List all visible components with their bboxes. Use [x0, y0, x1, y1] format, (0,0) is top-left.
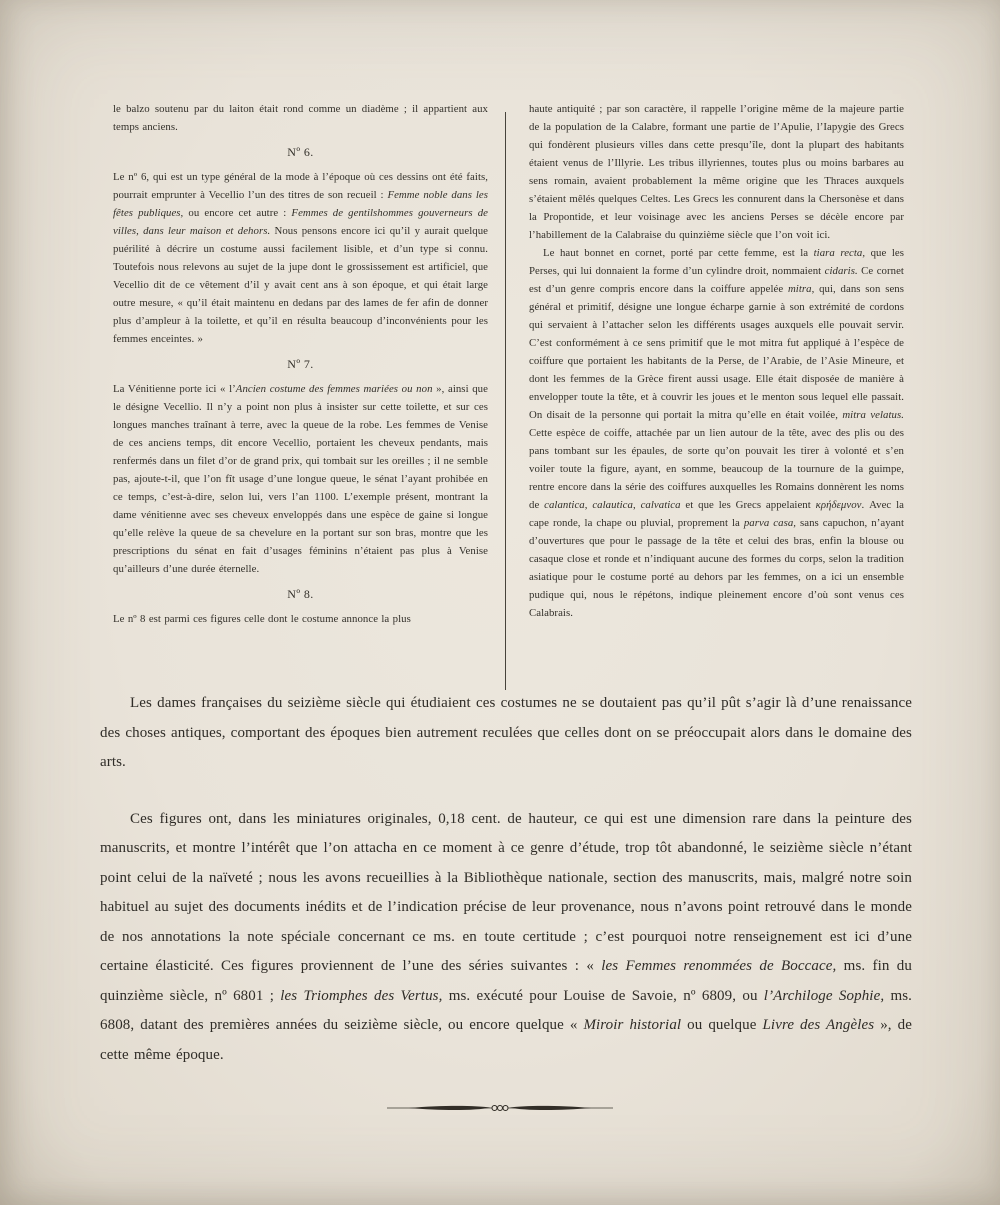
text-run: Ces figures ont, dans les miniatures originales, 0,18 cent. de hauteur, ce qui est une dimension rare dans la peinture des manuscrits, et montre l’intérêt que l’on attacha en ce moment à ce genre d’étude, trop tôt abandonné, le seizième siècle n’étant point celui de la naïveté ; nous les avons recueillies à la Bibliothèque nationale, section des manuscrits, mais, malgré notre soin habituel au sujet des documents inédits et de l’indication précise de leur provenance, nous n’avons point retrouvé dans le monde de nos annotations la note spéciale concernant ce ms. en toute certitude ; c’est pourquoi notre renseignement est ici d’une certaine élasticité. Ces figures proviennent de l’une des séries suivantes : «: [100, 810, 912, 974]
two-column-text-area: [113, 100, 905, 628]
italic-text-run: Femmes de gentilshommes gouverneurs de villes, dans leur maison et dehors.: [113, 207, 488, 237]
italic-text-run: Livre des Angèles: [762, 1017, 875, 1033]
text-run: que les Perses, qui lui donnaient la forme d’un cylindre droit, nommaient: [529, 247, 904, 277]
text-run: le balzo soutenu par du laiton était rond comme un diadème ; il appartient aux temps anciens.: [113, 103, 488, 133]
italic-text-run: calvatica: [640, 499, 681, 511]
text-run: Les dames françaises du seizième siècle qui étudiaient ces costumes ne se doutaient pas qu’il pût s’agir là d’une renaissance des choses antiques, comportant des époques bien autrement reculées que celles dont on se préoccupait alors dans le domaine des arts.: [100, 695, 912, 770]
italic-text-run: parva casa,: [743, 517, 797, 529]
left-column: [113, 100, 488, 628]
italic-text-run: Miroir historial: [583, 1017, 682, 1033]
italic-text-run: mitra velatus.: [842, 409, 905, 421]
text-run: Cette espèce de coiffe, attachée par un lien autour de la tête, avec des plis ou des pans tombant sur les épaules, de sorte qu’on pouvait les tirer à volonté et s’en voiler toute la figure, ayant, en somme, beaucoup de la tournure de la guimpe, rentre encore dans la série des coiffures auxquelles les Romains donnèrent les noms de: [529, 427, 904, 511]
italic-text-run: Ancien costume des femmes mariées ou non: [235, 383, 433, 395]
italic-text-run: κρήδεμνον: [815, 499, 862, 511]
text-run: Nous pensons encore ici qu’il y aurait quelque puérilité à décrire un costume aussi facilement lisible, et d’un type si connu. Toutefois nous relevons au sujet de la jupe dont le grossissement est artificiel, que Vecellio dit de ce vêtement d’il y avait cent ans à son époque, et qui était large outre mesure, « qu’il était maintenu en dedans par des lames de fer afin de donner plus d’ampleur à la toilette, et qu’il en résulta beaucoup d’inconvénients pour les femmes enceintes. »: [113, 225, 488, 345]
text-run: ms. 6808, datant des premières années du seizième siècle, ou encore quelque «: [100, 987, 912, 1033]
text-run: . Avec la cape ronde, la chape ou pluvial, proprement la: [529, 499, 904, 529]
bottom-full-width-section: [100, 689, 912, 1097]
paragraph: [529, 244, 904, 622]
text-run: Le nº 8 est parmi ces figures celle dont le costume annonce la plus: [113, 613, 411, 625]
italic-text-run: les Triomphes des Vertus,: [280, 987, 443, 1004]
text-run: Le haut bonnet en cornet, porté par cette femme, est la: [543, 247, 814, 259]
paragraph: [529, 100, 904, 244]
text-run: Le nº 6, qui est un type général de la mode à l’époque où ces dessins ont été faits, pourrait emprunter à Vecellio l’un des titres de son recueil :: [113, 171, 488, 201]
text-run: qui, dans son sens général et primitif, désigne une longue écharpe garnie à son extrémité de cordons qui servaient à l’attacher selon les différents usages auxquels elle pouvait servir. C’est conformément à ce sens primitif que le mot mitra fut appliqué à l’espèce de coiffure que portaient les habitants de la Perse, de l’Arabie, de l’Asie Mineure, et dont les femmes de la Grèce firent aussi usage. Elle était disposée de manière à envelopper toute la tête, et à couvrir les joues et le menton sous lequel elle passait. On disait de la personne qui portait la mitra qu’elle en était voilée,: [529, 283, 904, 421]
text-run: Ce cornet est d’un genre compris encore dans la coiffure appelée: [529, 265, 904, 295]
text-run: », de cette même époque.: [100, 1017, 912, 1063]
italic-text-run: calautica: [592, 499, 633, 511]
italic-text-run: Femme noble dans les fêtes publiques,: [113, 189, 488, 219]
paragraph: [100, 689, 912, 778]
section-heading: Nº 6.: [287, 145, 314, 159]
italic-text-run: mitra,: [787, 283, 815, 295]
paragraph: [113, 168, 488, 348]
text-run: », ainsi que le désigne Vecellio. Il n’y a point non plus à insister sur cette toilette, et sur ces longues manches traînant à terre, avec la queue de la robe. Les femmes de Venise de ces anciens temps, dit encore Vecellio, portaient les cheveux pendants, mais renfermés dans un filet d’or de grand prix, qui tombait sur les oreilles ; il ne semble pas, ajoute-t-il, que l’on fît usage d’une longue queue, le sénat l’ayant prohibée en ce temps, c’est-à-dire, selon lui, vers l’an 1100. L’exemple présent, montrant la dame vénitienne avec ses cheveux enveloppés dans une espèce de gaine si longue qu’elle relève la queue de sa chevelure en la portant sur son bras, montre que les prescriptions du sénat en fait d’usages féminins n’étaient pas plus à Venise qu’ailleurs d’une durée éternelle.: [113, 383, 488, 575]
section-heading: Nº 7.: [287, 357, 314, 371]
paragraph: [113, 380, 488, 578]
italic-text-run: cidaris.: [824, 265, 858, 277]
text-run: ms. exécuté pour Louise de Savoie, nº 6809, ou: [442, 987, 764, 1004]
text-run: La Vénitienne porte ici « l’: [113, 383, 236, 395]
column-divider-rule: [505, 112, 506, 690]
text-run: ,: [632, 499, 641, 511]
text-run: ou quelque: [681, 1017, 763, 1033]
text-run: ,: [584, 499, 593, 511]
text-run: haute antiquité ; par son caractère, il rappelle l’origine même de la majeure partie de la population de la Calabre, formant une partie de l’Apulie, l’Iapygie des Grecs qui fondèrent plusieurs villes dans cette presqu’île, dont la plupart des habitants étaient venus de l’Illyrie. Les tribus illyriennes, toutes plus ou moins barbares au sens romain, avaient probablement la même origine que les Thraces auxquels s’étaient mêlés quelques Celtes. Les Grecs les connurent dans la Chersonèse et dans la Propontide, et leur voisinage avec les anciens Perses se décèle encore par l’habillement de la Calabraise du quinzième siècle que l’on voit ici.: [529, 103, 904, 241]
italic-text-run: l’Archiloge Sophie,: [763, 987, 885, 1004]
paragraph: [113, 610, 488, 628]
text-run: ou encore cet autre :: [183, 207, 292, 219]
section-heading: Nº 8.: [287, 587, 314, 601]
printer-ornament-icon: [385, 1100, 615, 1116]
text-run: ms. fin du quinzième siècle, nº 6801 ;: [100, 958, 912, 1004]
paragraph: [113, 100, 488, 136]
italic-text-run: les Femmes renommées de Boccace,: [601, 958, 837, 974]
italic-text-run: tiara recta,: [813, 247, 866, 259]
text-run: sans capuchon, n’ayant d’ouvertures que pour le passage de la tête et celui des bras, enfin la blouse ou casaque close et ronde et n’indiquant aucune des formes du corps, selon la tradition asiatique pour le costume porté au dehors par les femmes, on a ici un ensemble pudique qui, nous le répétons, indique pleinement encore d’où sont venus ces Calabrais.: [529, 517, 905, 619]
text-run: et que les Grecs appelaient: [680, 499, 816, 511]
right-column: [529, 100, 904, 628]
paragraph: [100, 805, 912, 1071]
italic-text-run: calantica: [544, 499, 585, 511]
